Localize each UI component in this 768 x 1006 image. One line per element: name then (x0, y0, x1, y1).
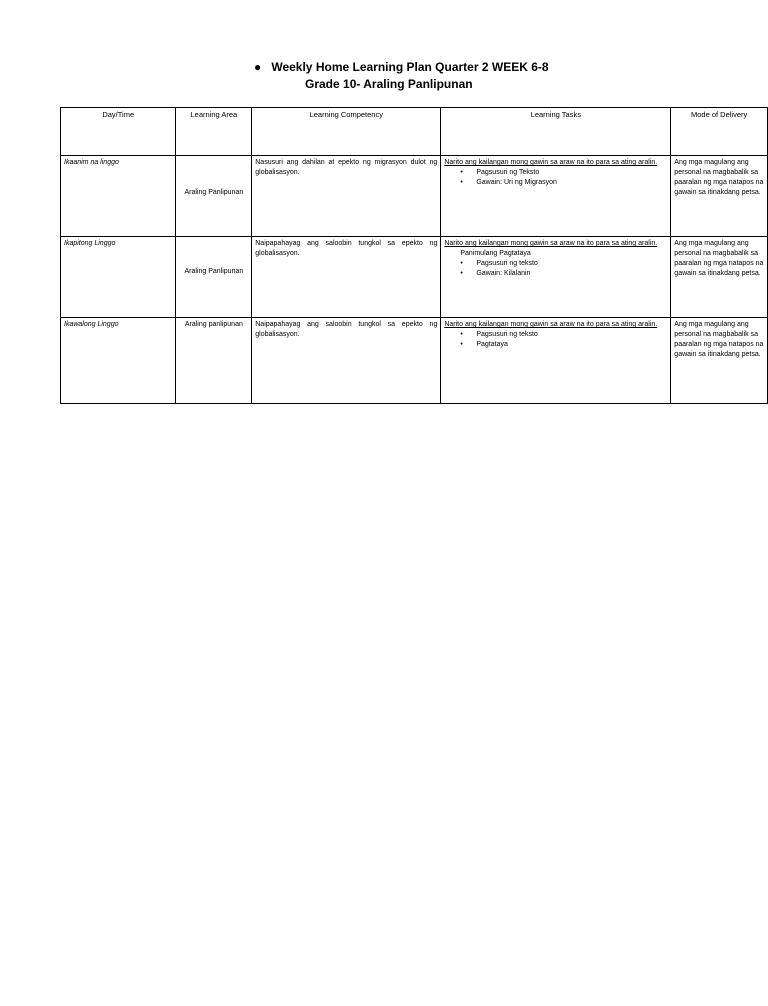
list-item: • Gawain: Kilalanin (476, 269, 667, 279)
page-subtitle: Grade 10- Araling Panlipunan (305, 77, 473, 91)
day-cell: Ikaanim na linggo (61, 156, 176, 237)
area-cell: Araling Panlipunan (176, 237, 252, 318)
tasks-cell (441, 318, 671, 404)
tasks-list (444, 259, 667, 279)
column-header: Mode of Delivery (671, 108, 768, 156)
area-cell: Araling Panlipunan (176, 156, 252, 237)
tasks-list (444, 330, 667, 350)
list-item: • Pagsusuri ng teksto (476, 330, 667, 340)
page-title (254, 60, 549, 74)
mode-cell: Ang mga magulang ang personal na magbabalik sa paaralan ng mga natapos na gawain sa itinakdang petsa. (671, 237, 768, 318)
list-item: • Pagsusuri ng Teksto (476, 168, 667, 178)
day-cell: Ikawalong Linggo (61, 318, 176, 404)
column-header: Day/Time (61, 108, 176, 156)
list-item: • Pagtataya (476, 340, 667, 350)
tasks-intro: Narito ang kailangan mong gawin sa araw na ito para sa ating aralin. (444, 240, 658, 247)
list-item: • Pagsusuri ng teksto (476, 259, 667, 269)
tasks-subheading: Panimulang Pagtataya (460, 250, 531, 257)
mode-cell: Ang mga magulang ang personal na magbabalik sa paaralan ng mga natapos na gawain sa itinakdang petsa. (671, 318, 768, 404)
tasks-intro: Narito ang kailangan mong gawin sa araw na ito para sa ating aralin. (444, 159, 658, 166)
competency-cell: Nasusuri ang dahilan at epekto ng migrasyon dulot ng globalisasyon. (252, 156, 441, 237)
table-row (61, 156, 768, 237)
column-header: Learning Area (176, 108, 252, 156)
table-row (61, 318, 768, 404)
tasks-cell (441, 156, 671, 237)
competency-cell: Naipapahayag ang saloobin tungkol sa epekto ng globalisasyon. (252, 237, 441, 318)
tasks-cell (441, 237, 671, 318)
table-header-row (61, 108, 768, 156)
tasks-list (444, 168, 667, 188)
column-header: Learning Tasks (441, 108, 671, 156)
list-item: • Gawain: Uri ng Migrasyon (476, 178, 667, 188)
learning-plan-table (60, 107, 768, 404)
tasks-intro: Narito ang kailangan mong gawin sa araw na ito para sa ating aralin. (444, 321, 658, 328)
table-row (61, 237, 768, 318)
mode-cell: Ang mga magulang ang personal na magbabalik sa paaralan ng mga natapos na gawain sa itinakdang petsa. (671, 156, 768, 237)
column-header: Learning Competency (252, 108, 441, 156)
day-cell: Ikapitong Linggo (61, 237, 176, 318)
competency-cell: Naipapahayag ang saloobin tungkol sa epekto ng globalisasyon. (252, 318, 441, 404)
area-cell: Araling panlipunan (176, 318, 252, 404)
bullet-icon: ● (254, 60, 262, 74)
page-title-text: Weekly Home Learning Plan Quarter 2 WEEK 6-8 (271, 60, 549, 74)
